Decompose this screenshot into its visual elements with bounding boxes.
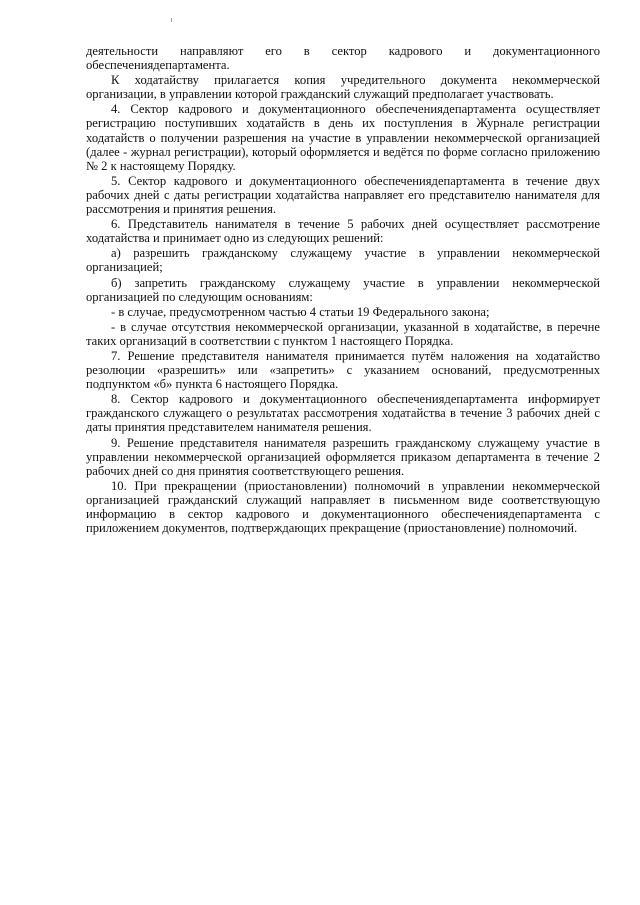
paragraph-ground-1: - в случае, предусмотренном частью 4 статьи 19 Федерального закона; <box>111 304 490 319</box>
paragraph-item-5: 5. Сектор кадрового и документационного обеспечениядепартамента в течение двух рабочих дней с даты регистрации ходатайства направляет его представителю нанимателя для рассмотрения и принятия решения. <box>86 173 600 217</box>
paragraph-item-6: 6. Представитель нанимателя в течение 5 рабочих дней осуществляет рассмотрение ходатайства и принимает одно из следующих решений: <box>86 217 600 246</box>
paragraph-item-6a: а) разрешить гражданскому служащему участие в управлении некоммерческой организацией; <box>86 246 600 275</box>
paragraph-item-9: 9. Решение представителя нанимателя разрешить гражданскому служащему участие в управлении некоммерческой организацией оформляется приказом департамента в течение 2 рабочих дней со дня принятия соответствующего решения. <box>86 435 600 478</box>
paragraph-item-8: 8. Сектор кадрового и документационного обеспечениядепартамента информирует гражданского служащего о результатах рассмотрения ходатайства в течение 3 рабочих дней с даты принятия представителем нанимателя решения. <box>86 392 600 435</box>
paragraph-continuation: деятельности направляют его в сектор кадрового и документационного обеспечениядепартамента. <box>86 44 600 73</box>
paragraph-item-7: 7. Решение представителя нанимателя принимается путём наложения на ходатайство резолюции «разрешить» или «запретить» с указанием оснований, предусмотренных подпунктом «б» пункта 6 настоящего Порядка. <box>86 348 600 392</box>
paragraph-ground-2: - в случае отсутствия некоммерческой организации, указанной в ходатайстве, в перечне таких организаций в соответствии с пунктом 1 настоящего Порядка. <box>86 319 600 348</box>
paragraph-item-4: 4. Сектор кадрового и документационного обеспечениядепартамента осуществляет регистрацию поступивших ходатайств в день их поступления в Журнале регистрации ходатайств о получении разрешения на участие в управлении некоммерческой организацией (далее - журнал регистрации), который оформляется и ведётся по форме согласно приложению № 2 к настоящему Порядку. <box>86 102 600 173</box>
paragraph-item-10: 10. При прекращении (приостановлении) полномочий в управлении некоммерческой организацией гражданский служащий направляет в письменном виде соответствующую информацию в сектор кадрового и документационного обеспечениядепартамента с приложением документов, подтверждающих прекращение (приостановление) полномочий. <box>86 478 600 536</box>
paragraph-item-6b: б) запретить гражданскому служащему участие в управлении некоммерческой организацией по следующим основаниям: <box>86 275 600 304</box>
paragraph-attachment: К ходатайству прилагается копия учредительного документа некоммерческой организации, в управлении которой гражданский служащий предполагает участвовать. <box>86 73 600 102</box>
scan-artifact <box>171 18 172 22</box>
document-body <box>86 44 600 536</box>
